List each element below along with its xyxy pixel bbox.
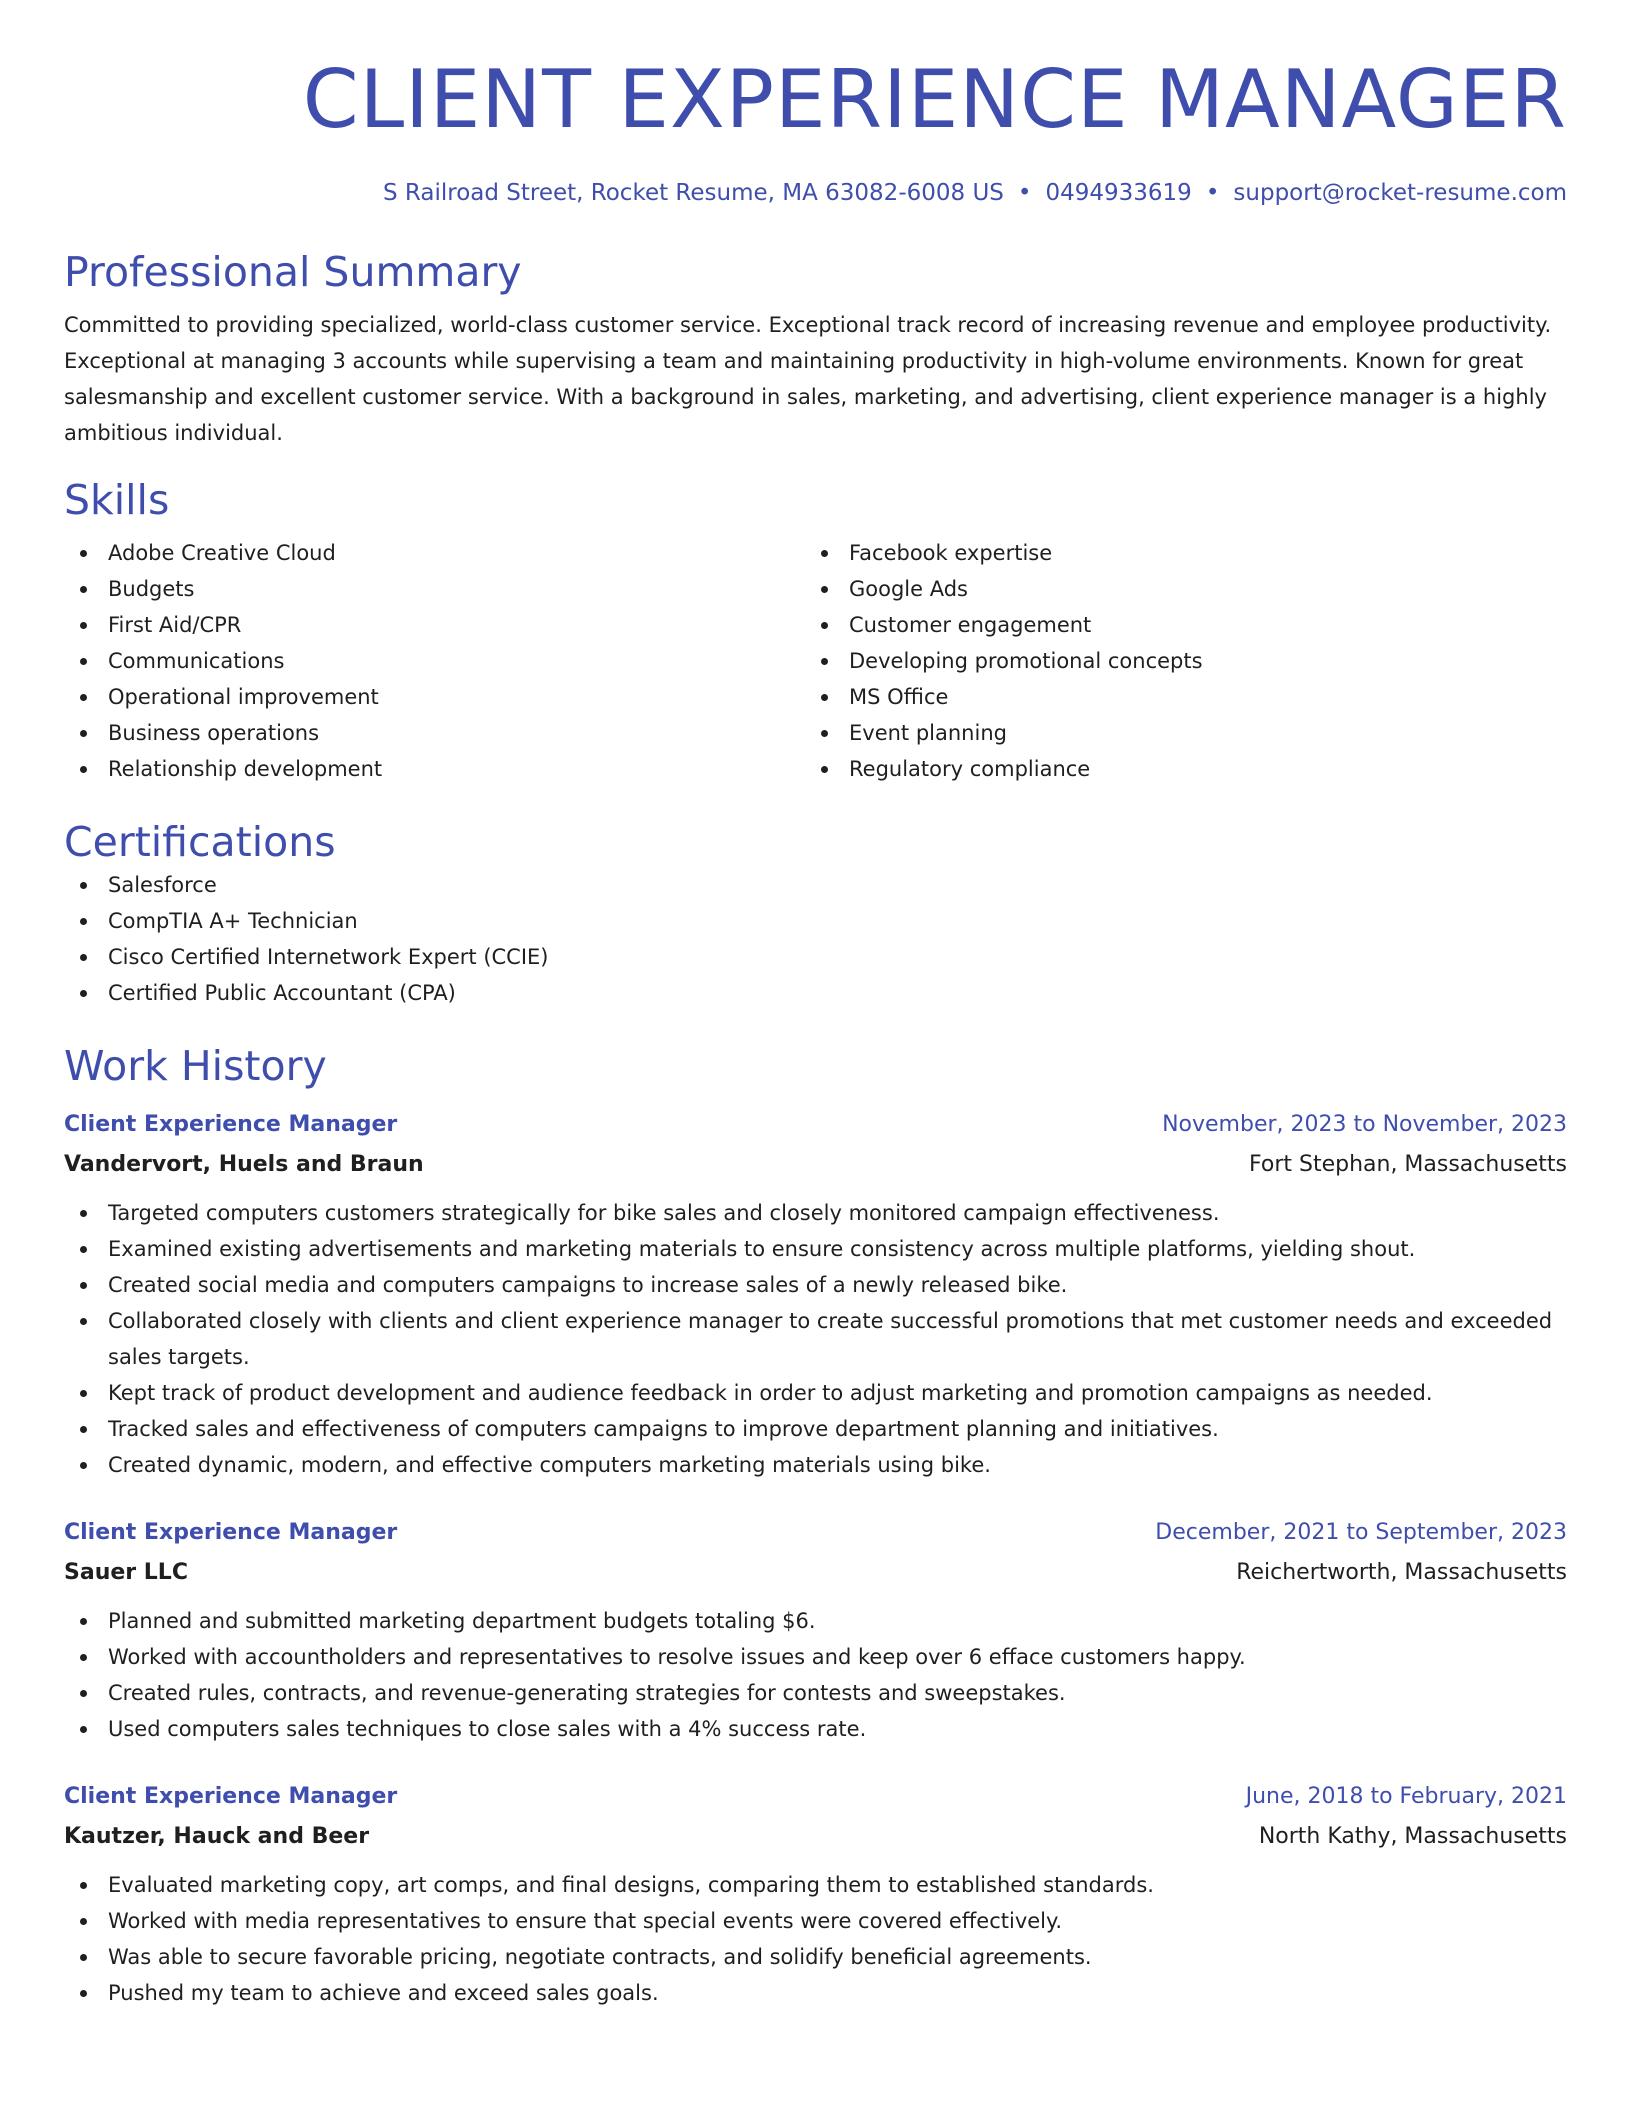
certification-item: Certified Public Accountant (CPA)	[64, 975, 1567, 1011]
job-company: Vandervort, Huels and Braun	[64, 1152, 424, 1177]
job-bullet: Kept track of product development and audience feedback in order to adjust marketing and promotion campaigns as needed.	[64, 1375, 1567, 1411]
skill-item: Facebook expertise	[805, 535, 1546, 571]
work-history-list	[64, 1105, 1567, 2011]
job-dates: June, 2018 to February, 2021	[1245, 1784, 1567, 1809]
skill-item: Operational improvement	[64, 679, 805, 715]
skill-item: Business operations	[64, 715, 805, 751]
contact-separator: •	[1017, 180, 1032, 206]
job-bullet: Evaluated marketing copy, art comps, and final designs, comparing them to established standards.	[64, 1867, 1567, 1903]
job-title: Client Experience Manager	[64, 1520, 398, 1545]
job-header-row	[64, 1777, 1567, 1817]
skill-item: MS Office	[805, 679, 1546, 715]
certification-item: CompTIA A+ Technician	[64, 903, 1567, 939]
skill-item: Budgets	[64, 571, 805, 607]
job-header-row	[64, 1513, 1567, 1553]
skill-item: Google Ads	[805, 571, 1546, 607]
work-history-heading: Work History	[64, 1042, 327, 1090]
job-bullet: Created social media and computers campaigns to increase sales of a newly released bike.	[64, 1267, 1567, 1303]
skill-item: Customer engagement	[805, 607, 1546, 643]
job-header-row	[64, 1105, 1567, 1145]
job-bullet: Examined existing advertisements and marketing materials to ensure consistency across multiple platforms, yielding shout.	[64, 1231, 1567, 1267]
summary-text: Committed to providing specialized, world-class customer service. Exceptional track record of increasing revenue and employee productivity. Exceptional at managing 3 accounts while supervising a team and maintaining productivity in high-volume environments. Known for great salesmanship and excellent customer service. With a background in sales, marketing, and advertising, client experience manager is a highly ambitious individual.	[64, 313, 1552, 445]
skill-item: Relationship development	[64, 751, 805, 787]
certifications-list	[64, 867, 1567, 1011]
job-company: Sauer LLC	[64, 1560, 188, 1585]
summary-heading: Professional Summary	[64, 248, 522, 296]
job-location: North Kathy, Massachusetts	[1258, 1824, 1567, 1849]
job-location: Reichertworth, Massachusetts	[1236, 1560, 1567, 1585]
contact-line	[64, 177, 1567, 209]
job-bullet: Created rules, contracts, and revenue-generating strategies for contests and sweepstakes.	[64, 1675, 1567, 1711]
job-bullet: Was able to secure favorable pricing, negotiate contracts, and solidify beneficial agreements.	[64, 1939, 1567, 1975]
job-bullet: Collaborated closely with clients and client experience manager to create successful promotions that met customer needs and exceeded sales targets.	[64, 1303, 1567, 1375]
job-bullet: Worked with media representatives to ensure that special events were covered effectively.	[64, 1903, 1567, 1939]
phone-text: 0494933619	[1045, 180, 1192, 206]
skills-list-left	[64, 535, 805, 787]
job-bullet: Pushed my team to achieve and exceed sales goals.	[64, 1975, 1567, 2011]
skills-heading: Skills	[64, 476, 170, 524]
job-company: Kautzer, Hauck and Beer	[64, 1824, 370, 1849]
job-location: Fort Stephan, Massachusetts	[1248, 1152, 1567, 1177]
job-entry	[64, 1513, 1567, 1747]
skill-item: First Aid/CPR	[64, 607, 805, 643]
job-bullet: Planned and submitted marketing department budgets totaling $6.	[64, 1603, 1567, 1639]
job-bullet: Used computers sales techniques to close sales with a 4% success rate.	[64, 1711, 1567, 1747]
job-company-row	[64, 1817, 1567, 1857]
job-bullet: Created dynamic, modern, and effective computers marketing materials using bike.	[64, 1447, 1567, 1483]
skill-item: Regulatory compliance	[805, 751, 1546, 787]
certifications-heading: Certifications	[64, 818, 336, 866]
job-bullets	[64, 1867, 1567, 2011]
job-dates: November, 2023 to November, 2023	[1162, 1112, 1567, 1137]
job-bullet: Tracked sales and effectiveness of computers campaigns to improve department planning and initiatives.	[64, 1411, 1567, 1447]
skill-item: Developing promotional concepts	[805, 643, 1546, 679]
job-title: Client Experience Manager	[64, 1784, 398, 1809]
job-entry	[64, 1105, 1567, 1483]
skill-item: Communications	[64, 643, 805, 679]
job-company-row	[64, 1553, 1567, 1593]
skill-item: Event planning	[805, 715, 1546, 751]
job-title: Client Experience Manager	[64, 1112, 398, 1137]
job-bullet: Targeted computers customers strategically for bike sales and closely monitored campaign effectiveness.	[64, 1195, 1567, 1231]
skills-list-right	[805, 535, 1546, 787]
certification-item: Salesforce	[64, 867, 1567, 903]
resume-name: CLIENT EXPERIENCE MANAGER	[302, 53, 1567, 146]
skills-columns	[64, 535, 1567, 787]
email-link[interactable]: support@rocket-resume.com	[1233, 180, 1567, 206]
job-entry	[64, 1777, 1567, 2011]
job-company-row	[64, 1145, 1567, 1185]
certification-item: Cisco Certified Internetwork Expert (CCIE)	[64, 939, 1567, 975]
skill-item: Adobe Creative Cloud	[64, 535, 805, 571]
job-bullets	[64, 1195, 1567, 1483]
contact-separator: •	[1205, 180, 1220, 206]
job-dates: December, 2021 to September, 2023	[1155, 1520, 1567, 1545]
resume-page	[64, 52, 1567, 2011]
address-text: S Railroad Street, Rocket Resume, MA 63082-6008 US	[382, 180, 1004, 206]
job-bullet: Worked with accountholders and representatives to resolve issues and keep over 6 efface customers happy.	[64, 1639, 1567, 1675]
job-bullets	[64, 1603, 1567, 1747]
